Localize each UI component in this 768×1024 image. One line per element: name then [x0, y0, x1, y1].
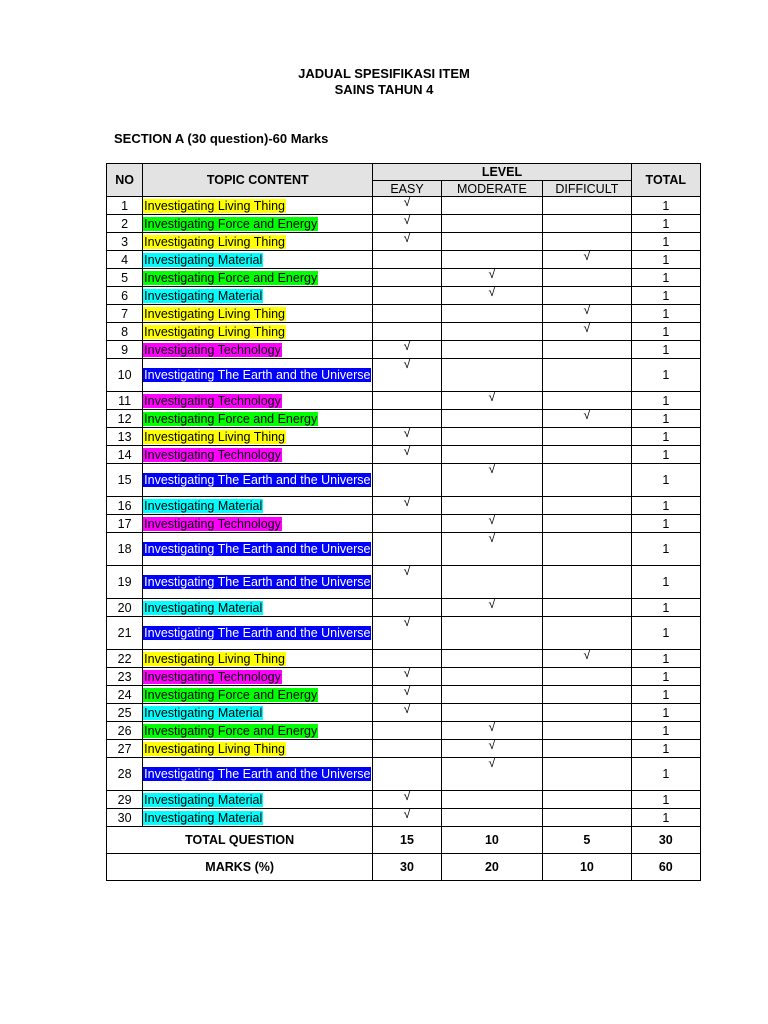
- easy-cell: [373, 740, 441, 758]
- total-cell: 1: [631, 392, 700, 410]
- moderate-cell: √: [441, 464, 543, 497]
- moderate-cell: [441, 686, 543, 704]
- topic-label: Investigating Force and Energy: [144, 411, 318, 426]
- total-question-difficult: 5: [543, 827, 631, 854]
- moderate-cell: [441, 410, 543, 428]
- table-row: [107, 464, 701, 497]
- difficult-cell: [543, 515, 631, 533]
- moderate-cell: √: [441, 287, 543, 305]
- moderate-cell: [441, 197, 543, 215]
- moderate-cell: √: [441, 758, 543, 791]
- difficult-cell: [543, 359, 631, 392]
- topic-cell: [143, 566, 373, 599]
- header-moderate: MODERATE: [441, 181, 543, 197]
- total-cell: 1: [631, 197, 700, 215]
- total-cell: 1: [631, 617, 700, 650]
- table-row: [107, 791, 701, 809]
- table-row: [107, 446, 701, 464]
- total-cell: 1: [631, 446, 700, 464]
- total-cell: 1: [631, 410, 700, 428]
- topic-cell: [143, 599, 373, 617]
- row-number: 20: [107, 599, 143, 617]
- topic-cell: [143, 758, 373, 791]
- total-question-label: TOTAL QUESTION: [107, 827, 373, 854]
- easy-cell: √: [373, 197, 441, 215]
- total-cell: 1: [631, 791, 700, 809]
- table-row: [107, 704, 701, 722]
- topic-label: Investigating Technology: [144, 516, 281, 531]
- total-cell: 1: [631, 668, 700, 686]
- total-cell: 1: [631, 305, 700, 323]
- row-number: 22: [107, 650, 143, 668]
- topic-label: Investigating Technology: [144, 342, 281, 357]
- header-total: TOTAL: [631, 164, 700, 197]
- topic-label: Investigating Living Thing: [144, 198, 286, 213]
- total-cell: 1: [631, 740, 700, 758]
- topic-label: Investigating Material: [144, 252, 263, 267]
- row-number: 25: [107, 704, 143, 722]
- topic-cell: [143, 650, 373, 668]
- difficult-cell: [543, 446, 631, 464]
- topic-label: Investigating Material: [144, 810, 263, 825]
- difficult-cell: [543, 464, 631, 497]
- difficult-cell: [543, 617, 631, 650]
- topic-cell: [143, 704, 373, 722]
- marks-moderate: 20: [441, 854, 543, 881]
- table-body: [107, 197, 701, 827]
- row-number: 5: [107, 269, 143, 287]
- easy-cell: [373, 650, 441, 668]
- table-row: [107, 197, 701, 215]
- topic-label: Investigating The Earth and the Universe: [144, 473, 371, 487]
- topic-cell: [143, 251, 373, 269]
- easy-cell: √: [373, 497, 441, 515]
- row-number: 7: [107, 305, 143, 323]
- total-question-row: [107, 827, 701, 854]
- difficult-cell: [543, 533, 631, 566]
- table-row: [107, 809, 701, 827]
- moderate-cell: [441, 446, 543, 464]
- easy-cell: √: [373, 233, 441, 251]
- difficult-cell: [543, 599, 631, 617]
- total-cell: 1: [631, 269, 700, 287]
- easy-cell: [373, 323, 441, 341]
- total-cell: 1: [631, 251, 700, 269]
- moderate-cell: [441, 251, 543, 269]
- easy-cell: [373, 758, 441, 791]
- topic-cell: [143, 215, 373, 233]
- easy-cell: √: [373, 704, 441, 722]
- topic-label: Investigating Force and Energy: [144, 723, 318, 738]
- easy-cell: √: [373, 566, 441, 599]
- topic-cell: [143, 668, 373, 686]
- easy-cell: √: [373, 215, 441, 233]
- topic-cell: [143, 617, 373, 650]
- moderate-cell: [441, 791, 543, 809]
- difficult-cell: [543, 722, 631, 740]
- total-cell: 1: [631, 686, 700, 704]
- moderate-cell: √: [441, 740, 543, 758]
- total-cell: 1: [631, 599, 700, 617]
- difficult-cell: [543, 341, 631, 359]
- topic-label: Investigating Living Thing: [144, 324, 286, 339]
- topic-label: Investigating Force and Energy: [144, 687, 318, 702]
- document-subtitle: SAINS TAHUN 4: [334, 82, 434, 97]
- row-number: 18: [107, 533, 143, 566]
- table-row: [107, 599, 701, 617]
- table-row: [107, 305, 701, 323]
- moderate-cell: [441, 566, 543, 599]
- easy-cell: √: [373, 686, 441, 704]
- row-number: 10: [107, 359, 143, 392]
- topic-cell: [143, 323, 373, 341]
- difficult-cell: [543, 740, 631, 758]
- row-number: 4: [107, 251, 143, 269]
- row-number: 29: [107, 791, 143, 809]
- topic-cell: [143, 359, 373, 392]
- table-row: [107, 428, 701, 446]
- total-cell: 1: [631, 566, 700, 599]
- table-row: [107, 668, 701, 686]
- table-row: [107, 251, 701, 269]
- topic-label: Investigating Living Thing: [144, 306, 286, 321]
- header-no: NO: [107, 164, 143, 197]
- moderate-cell: [441, 617, 543, 650]
- easy-cell: [373, 464, 441, 497]
- easy-cell: [373, 287, 441, 305]
- row-number: 16: [107, 497, 143, 515]
- difficult-cell: √: [543, 305, 631, 323]
- row-number: 8: [107, 323, 143, 341]
- total-cell: 1: [631, 287, 700, 305]
- easy-cell: √: [373, 668, 441, 686]
- difficult-cell: [543, 392, 631, 410]
- row-number: 1: [107, 197, 143, 215]
- topic-label: Investigating Technology: [144, 447, 281, 462]
- marks-difficult: 10: [543, 854, 631, 881]
- table-row: [107, 392, 701, 410]
- difficult-cell: [543, 686, 631, 704]
- easy-cell: √: [373, 446, 441, 464]
- difficult-cell: √: [543, 410, 631, 428]
- total-cell: 1: [631, 704, 700, 722]
- row-number: 2: [107, 215, 143, 233]
- easy-cell: [373, 305, 441, 323]
- moderate-cell: [441, 215, 543, 233]
- easy-cell: [373, 269, 441, 287]
- moderate-cell: √: [441, 533, 543, 566]
- easy-cell: √: [373, 809, 441, 827]
- topic-label: Investigating Material: [144, 705, 263, 720]
- easy-cell: [373, 533, 441, 566]
- easy-cell: [373, 410, 441, 428]
- moderate-cell: [441, 497, 543, 515]
- topic-label: Investigating Living Thing: [144, 234, 286, 249]
- row-number: 9: [107, 341, 143, 359]
- topic-cell: [143, 287, 373, 305]
- topic-label: Investigating Living Thing: [144, 651, 286, 666]
- easy-cell: [373, 515, 441, 533]
- topic-cell: [143, 305, 373, 323]
- moderate-cell: [441, 323, 543, 341]
- row-number: 23: [107, 668, 143, 686]
- easy-cell: [373, 599, 441, 617]
- row-number: 24: [107, 686, 143, 704]
- easy-cell: √: [373, 617, 441, 650]
- table-row: [107, 758, 701, 791]
- difficult-cell: [543, 758, 631, 791]
- table-row: [107, 233, 701, 251]
- row-number: 3: [107, 233, 143, 251]
- table-row: [107, 410, 701, 428]
- difficult-cell: [543, 233, 631, 251]
- topic-cell: [143, 197, 373, 215]
- moderate-cell: [441, 650, 543, 668]
- row-number: 28: [107, 758, 143, 791]
- row-number: 12: [107, 410, 143, 428]
- topic-cell: [143, 740, 373, 758]
- row-number: 11: [107, 392, 143, 410]
- difficult-cell: √: [543, 650, 631, 668]
- topic-cell: [143, 446, 373, 464]
- easy-cell: √: [373, 428, 441, 446]
- total-cell: 1: [631, 758, 700, 791]
- header-easy: EASY: [373, 181, 441, 197]
- topic-label: Investigating The Earth and the Universe: [144, 626, 371, 640]
- moderate-cell: [441, 668, 543, 686]
- marks-label: MARKS (%): [107, 854, 373, 881]
- table-row: [107, 341, 701, 359]
- table-row: [107, 359, 701, 392]
- topic-cell: [143, 809, 373, 827]
- moderate-cell: [441, 305, 543, 323]
- topic-label: Investigating Material: [144, 600, 263, 615]
- topic-label: Investigating Material: [144, 288, 263, 303]
- topic-cell: [143, 533, 373, 566]
- topic-label: Investigating Living Thing: [144, 741, 286, 756]
- moderate-cell: √: [441, 599, 543, 617]
- table-row: [107, 515, 701, 533]
- table-row: [107, 287, 701, 305]
- easy-cell: [373, 722, 441, 740]
- topic-cell: [143, 464, 373, 497]
- row-number: 17: [107, 515, 143, 533]
- topic-label: Investigating The Earth and the Universe: [144, 575, 371, 589]
- table-row: [107, 497, 701, 515]
- difficult-cell: [543, 269, 631, 287]
- table-row: [107, 650, 701, 668]
- moderate-cell: [441, 233, 543, 251]
- total-cell: 1: [631, 428, 700, 446]
- topic-cell: [143, 428, 373, 446]
- table-row: [107, 617, 701, 650]
- easy-cell: √: [373, 359, 441, 392]
- topic-cell: [143, 791, 373, 809]
- total-question-moderate: 10: [441, 827, 543, 854]
- marks-total: 60: [631, 854, 700, 881]
- row-number: 15: [107, 464, 143, 497]
- difficult-cell: √: [543, 323, 631, 341]
- table-row: [107, 533, 701, 566]
- topic-cell: [143, 233, 373, 251]
- topic-label: Investigating Material: [144, 498, 263, 513]
- row-number: 14: [107, 446, 143, 464]
- difficult-cell: [543, 197, 631, 215]
- moderate-cell: [441, 704, 543, 722]
- topic-label: Investigating The Earth and the Universe: [144, 767, 371, 781]
- table-row: [107, 686, 701, 704]
- difficult-cell: [543, 668, 631, 686]
- moderate-cell: [441, 359, 543, 392]
- moderate-cell: [441, 341, 543, 359]
- table-row: [107, 740, 701, 758]
- marks-row: [107, 854, 701, 881]
- row-number: 26: [107, 722, 143, 740]
- document-title: JADUAL SPESIFIKASI ITEM: [298, 66, 470, 81]
- row-number: 13: [107, 428, 143, 446]
- table-row: [107, 215, 701, 233]
- header-difficult: DIFFICULT: [543, 181, 631, 197]
- total-question-easy: 15: [373, 827, 441, 854]
- total-cell: 1: [631, 650, 700, 668]
- total-cell: 1: [631, 809, 700, 827]
- topic-label: Investigating Force and Energy: [144, 270, 318, 285]
- topic-label: Investigating Force and Energy: [144, 216, 318, 231]
- marks-easy: 30: [373, 854, 441, 881]
- topic-label: Investigating Living Thing: [144, 429, 286, 444]
- header-topic-content: TOPIC CONTENT: [143, 164, 373, 197]
- easy-cell: √: [373, 341, 441, 359]
- easy-cell: [373, 251, 441, 269]
- difficult-cell: [543, 809, 631, 827]
- topic-label: Investigating Material: [144, 792, 263, 807]
- topic-cell: [143, 269, 373, 287]
- topic-cell: [143, 341, 373, 359]
- total-cell: 1: [631, 341, 700, 359]
- difficult-cell: [543, 566, 631, 599]
- moderate-cell: √: [441, 392, 543, 410]
- header-level: LEVEL: [373, 164, 631, 181]
- row-number: 30: [107, 809, 143, 827]
- topic-label: Investigating Technology: [144, 669, 281, 684]
- topic-cell: [143, 722, 373, 740]
- difficult-cell: [543, 428, 631, 446]
- difficult-cell: [543, 704, 631, 722]
- topic-cell: [143, 392, 373, 410]
- difficult-cell: [543, 287, 631, 305]
- difficult-cell: √: [543, 251, 631, 269]
- total-cell: 1: [631, 464, 700, 497]
- easy-cell: [373, 392, 441, 410]
- total-cell: 1: [631, 722, 700, 740]
- specification-table: [106, 163, 701, 881]
- row-number: 27: [107, 740, 143, 758]
- total-cell: 1: [631, 215, 700, 233]
- topic-label: Investigating The Earth and the Universe: [144, 542, 371, 556]
- total-cell: 1: [631, 359, 700, 392]
- total-cell: 1: [631, 323, 700, 341]
- row-number: 19: [107, 566, 143, 599]
- moderate-cell: √: [441, 515, 543, 533]
- table-row: [107, 722, 701, 740]
- moderate-cell: [441, 809, 543, 827]
- total-cell: 1: [631, 497, 700, 515]
- total-question-total: 30: [631, 827, 700, 854]
- topic-label: Investigating Technology: [144, 393, 281, 408]
- topic-cell: [143, 686, 373, 704]
- moderate-cell: [441, 428, 543, 446]
- topic-cell: [143, 410, 373, 428]
- total-cell: 1: [631, 515, 700, 533]
- table-row: [107, 269, 701, 287]
- difficult-cell: [543, 791, 631, 809]
- difficult-cell: [543, 215, 631, 233]
- topic-label: Investigating The Earth and the Universe: [144, 368, 371, 382]
- row-number: 6: [107, 287, 143, 305]
- moderate-cell: √: [441, 269, 543, 287]
- total-cell: 1: [631, 533, 700, 566]
- table-row: [107, 566, 701, 599]
- topic-cell: [143, 515, 373, 533]
- easy-cell: √: [373, 791, 441, 809]
- moderate-cell: √: [441, 722, 543, 740]
- total-cell: 1: [631, 233, 700, 251]
- difficult-cell: [543, 497, 631, 515]
- table-row: [107, 323, 701, 341]
- section-heading: SECTION A (30 question)-60 Marks: [114, 131, 329, 146]
- row-number: 21: [107, 617, 143, 650]
- topic-cell: [143, 497, 373, 515]
